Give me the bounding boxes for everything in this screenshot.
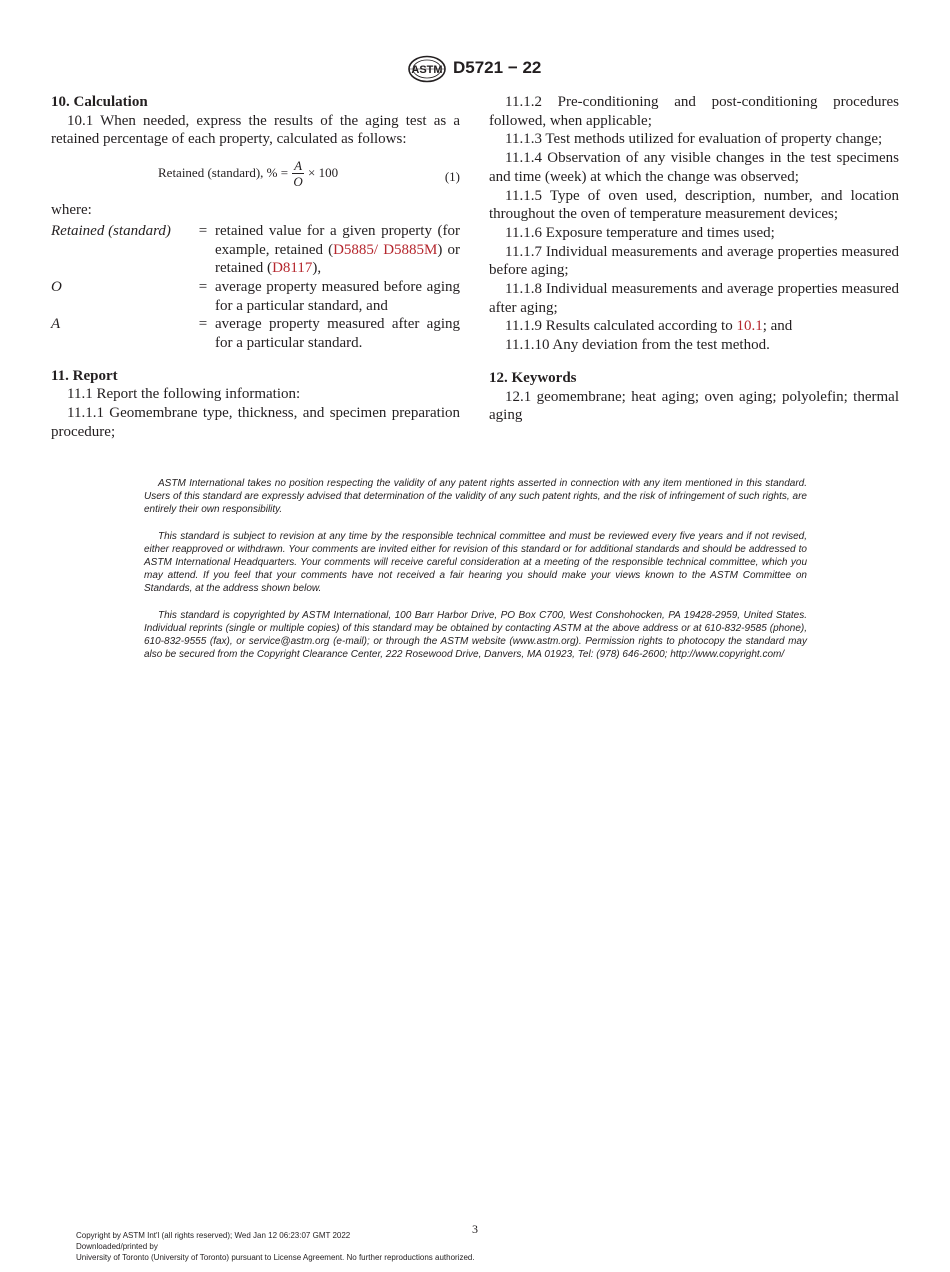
definition-list — [51, 222, 460, 353]
paragraph-11-1-7: 11.1.7 Individual measurements and average properties measured before aging; — [489, 243, 899, 279]
paragraph-11-1-6: 11.1.6 Exposure temperature and times used; — [505, 224, 775, 241]
section-12-heading: 12. Keywords — [489, 369, 577, 386]
paragraph-11-1: 11.1 Report the following information: — [67, 386, 301, 403]
left-column — [51, 93, 460, 442]
equation-numerator: A — [294, 158, 303, 174]
right-column — [489, 93, 899, 425]
definition-row — [51, 315, 460, 352]
equation-1 — [51, 153, 460, 199]
equation-rhs: × 100 — [308, 165, 339, 181]
definition-term: O — [51, 278, 62, 295]
footer-downloaded-line: Downloaded/printed by — [76, 1241, 158, 1251]
definition-description: average property measured before aging for a particular standard, and — [215, 278, 460, 314]
definition-row — [51, 222, 460, 278]
paragraph-11-1-10: 11.1.10 Any deviation from the test method. — [505, 337, 770, 354]
definition-text: ) or retained ( — [215, 241, 460, 277]
paragraph-text: 11.1.9 Results calculated according to — [505, 318, 737, 335]
standard-designation: D5721 − 22 — [453, 58, 542, 77]
definition-term: Retained (standard) — [51, 222, 171, 239]
link-d8117[interactable]: D8117 — [272, 260, 313, 277]
copyright-notice: This standard is copyrighted by ASTM International, 100 Barr Harbor Drive, PO Box C700, West Conshohocken, PA 19428-2959, United States. Individual reprints (single or multiple copies) of this standard may be obtained by contacting ASTM at the above address or at 610-832-9585 (phone), 610-832-9555 (fax), or service@astm.org (e-mail); or through the ASTM website (www.astm.org). Permission rights to photocopy the standard may also be secured from the Copyright Clearance Center, 222 Rosewood Drive, Danvers, MA 01923, Tel: (978) 646-2600; http://www.copyright.com/ — [144, 609, 807, 661]
equation-lhs: Retained (standard), % = — [158, 165, 289, 181]
definition-equals: = — [198, 222, 208, 239]
definition-text: retained value for a given property (for example, retained ( — [215, 222, 460, 258]
definition-description: average property measured after aging for a particular standard. — [215, 316, 460, 352]
paragraph-11-1-2: 11.1.2 Pre-conditioning and post-conditioning procedures followed, when applicable; — [489, 94, 899, 129]
paragraph-11-1-9 — [489, 317, 899, 336]
patent-notice: ASTM International takes no position respecting the validity of any patent rights asserted in connection with any item mentioned in this standard. Users of this standard are expressly advised that determination of the validity of any such patent rights, and the risk of infringement of such rights, are entirely their own responsibility. — [144, 478, 807, 516]
revision-notice: This standard is subject to revision at any time by the responsible technical committee and must be reviewed every five years and if not revised, either reapproved or withdrawn. Your comments are invited either for revision of this standard or for additional standards and should be addressed to ASTM International Headquarters. Your comments will receive careful consideration at a meeting of the responsible technical committee, which you may attend. If you feel that your comments have not received a fair hearing you should make your views known to the ASTM Committee on Standards, at the address shown below. — [144, 530, 807, 595]
section-11-heading: 11. Report — [51, 367, 118, 384]
page-footer — [76, 1231, 475, 1263]
paragraph-11-1-4: 11.1.4 Observation of any visible changes in the test specimens and time (week) at which the change was observed; — [489, 150, 899, 185]
paragraph-11-1-8: 11.1.8 Individual measurements and average properties measured after aging; — [489, 281, 899, 316]
where-label: where: — [51, 202, 92, 219]
paragraph-11-1-3: 11.1.3 Test methods utilized for evaluation of property change; — [505, 131, 883, 148]
paragraph-11-1-1: 11.1.1 Geomembrane type, thickness, and specimen preparation procedure; — [51, 405, 460, 440]
astm-logo-text: ASTM — [411, 64, 443, 76]
link-d5885[interactable]: D5885/ D5885M — [333, 241, 438, 258]
paragraph-11-1-5: 11.1.5 Type of oven used, description, number, and location throughout the oven of temperature measurement devices; — [489, 187, 899, 223]
definition-text: ), — [312, 260, 322, 277]
astm-logo — [407, 55, 447, 83]
footer-copyright-line: Copyright by ASTM Int'l (all rights reserved); Wed Jan 12 06:23:07 GMT 2022 — [76, 1231, 351, 1240]
page-number: 3 — [472, 1222, 478, 1236]
definition-term: A — [51, 316, 61, 333]
equation-denominator: O — [293, 174, 303, 190]
paragraph-text: ; and — [762, 318, 793, 335]
equation-fraction — [292, 158, 304, 189]
footer-license-line: University of Toronto (University of Toronto) pursuant to License Agreement. No further reproductions authorized. — [76, 1252, 475, 1262]
definition-equals: = — [198, 316, 208, 333]
paragraph-12-1: 12.1 geomembrane; heat aging; oven aging; polyolefin; thermal aging — [489, 388, 899, 424]
page-header — [0, 55, 950, 83]
legal-notices — [144, 477, 807, 674]
equation-number: (1) — [444, 169, 460, 185]
paragraph-10-1: 10.1 When needed, express the results of the aging test as a retained percentage of each property, calculated as follows: — [51, 112, 460, 148]
definition-description — [215, 222, 460, 278]
definition-row — [51, 278, 460, 315]
section-10-heading: 10. Calculation — [51, 94, 148, 110]
link-section-10-1[interactable]: 10.1 — [736, 318, 763, 335]
definition-equals: = — [198, 278, 208, 295]
